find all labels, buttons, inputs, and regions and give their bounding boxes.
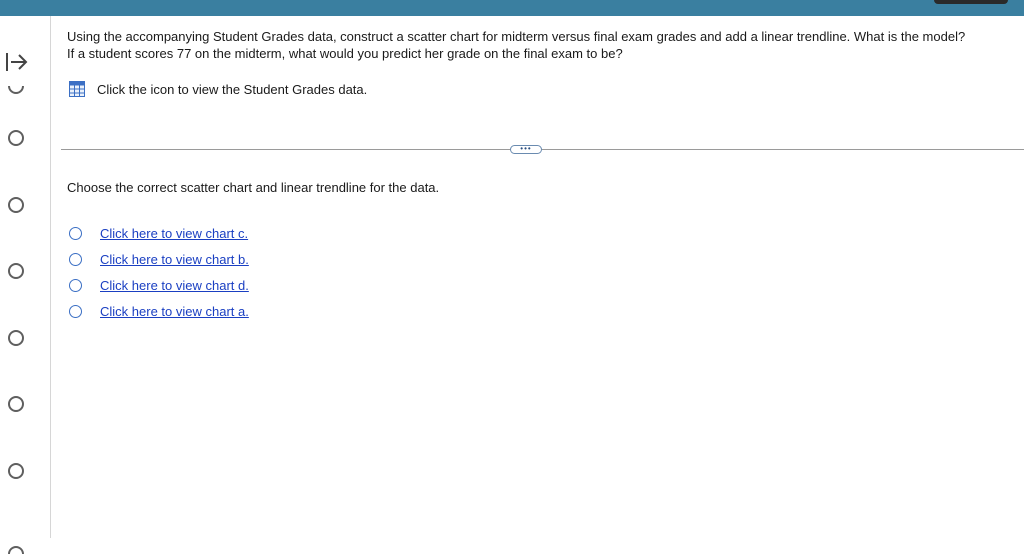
question-marker-partial[interactable] (8, 86, 24, 94)
answer-prompt: Choose the correct scatter chart and linear trendline for the data. (67, 180, 440, 195)
table-grid-icon[interactable] (69, 81, 85, 97)
radio-button[interactable] (69, 279, 82, 292)
top-bar (0, 0, 1024, 16)
section-divider (61, 149, 1024, 150)
question-line-1: Using the accompanying Student Grades data, construct a scatter chart for midterm versus final exam grades and add a linear trendline. What is the model? (67, 29, 966, 44)
answer-option[interactable] (69, 272, 249, 298)
question-marker[interactable] (8, 396, 24, 412)
question-text (67, 28, 1012, 62)
answer-option[interactable] (69, 246, 249, 272)
expand-right-icon[interactable] (4, 50, 30, 74)
data-link-row (69, 81, 367, 97)
data-link-label: Click the icon to view the Student Grades data. (97, 81, 368, 97)
radio-button[interactable] (69, 227, 82, 240)
answer-options (69, 220, 249, 324)
more-options-button[interactable]: ••• (510, 145, 542, 154)
answer-option[interactable] (69, 220, 249, 246)
question-content (67, 28, 1012, 97)
chart-link[interactable]: Click here to view chart a. (100, 303, 249, 319)
answer-option[interactable] (69, 298, 249, 324)
top-bar-tab[interactable] (934, 0, 1008, 4)
question-marker[interactable] (8, 330, 24, 346)
question-marker[interactable] (8, 130, 24, 146)
chart-link[interactable]: Click here to view chart d. (100, 277, 249, 293)
question-marker[interactable] (8, 463, 24, 479)
question-sidebar (0, 16, 51, 538)
chart-link[interactable]: Click here to view chart b. (100, 251, 249, 267)
radio-button[interactable] (69, 253, 82, 266)
question-marker[interactable] (8, 197, 24, 213)
question-line-2: If a student scores 77 on the midterm, what would you predict her grade on the final exam to be? (67, 46, 623, 61)
chart-link[interactable]: Click here to view chart c. (100, 225, 249, 241)
radio-button[interactable] (69, 305, 82, 318)
question-marker[interactable] (8, 263, 24, 279)
question-marker-partial[interactable] (8, 546, 24, 554)
